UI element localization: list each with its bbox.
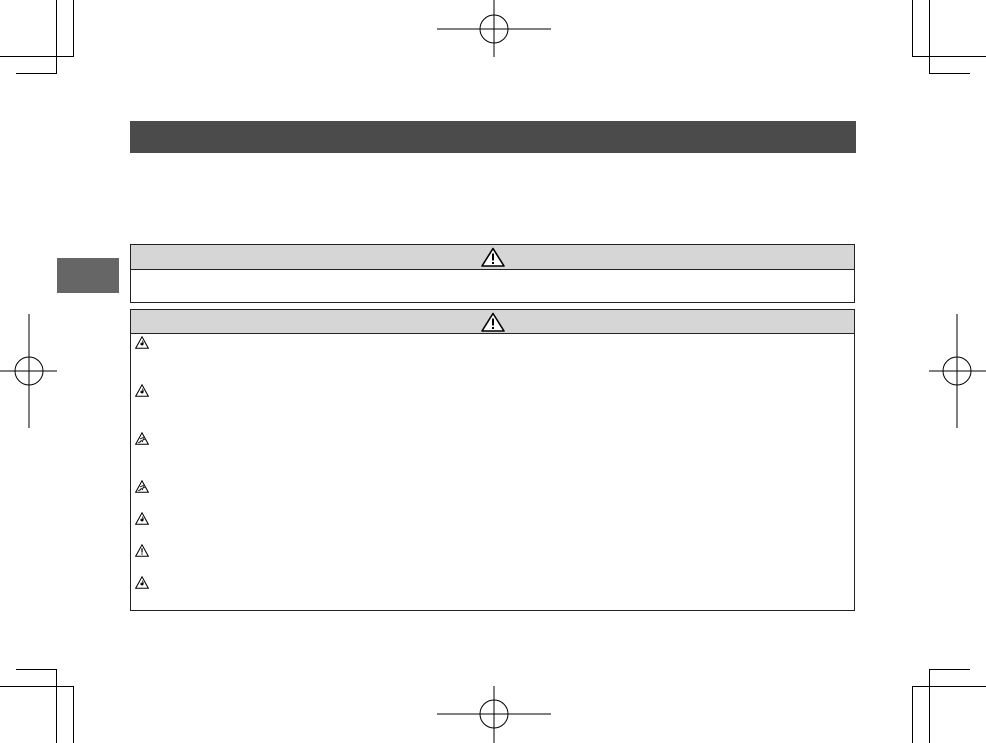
crop-mark-bottom-left-v xyxy=(56,670,57,743)
crop-mark-bottom-left-h2 xyxy=(16,669,57,670)
warning-box-1-text xyxy=(139,273,846,299)
intro-text xyxy=(130,165,856,235)
crop-mark-bottom-right-v xyxy=(929,670,930,743)
crop-mark-top-right-v xyxy=(929,0,930,73)
registration-target-bottom xyxy=(437,686,551,743)
crop-mark-top-right-h2 xyxy=(929,73,970,74)
list-item xyxy=(131,480,854,504)
crop-mark-top-left-v xyxy=(56,0,57,73)
warning-box-2 xyxy=(130,309,855,611)
registration-target-left xyxy=(0,314,57,428)
electric-shock-warning-icon xyxy=(135,480,149,493)
general-warning-icon xyxy=(135,544,149,557)
list-item xyxy=(131,336,854,376)
warning-triangle-icon xyxy=(481,312,505,332)
list-item xyxy=(131,432,854,472)
crop-mark-top-right-v2 xyxy=(912,0,913,57)
warning-triangle-icon xyxy=(481,247,505,267)
list-item xyxy=(131,544,854,568)
fire-warning-icon xyxy=(135,336,149,349)
fire-warning-icon xyxy=(135,576,149,589)
crop-mark-top-left-h xyxy=(0,56,73,57)
crop-mark-bottom-left-v2 xyxy=(73,686,74,743)
registration-target-top xyxy=(437,0,551,57)
crop-mark-bottom-right-v2 xyxy=(912,686,913,743)
list-item xyxy=(131,576,854,606)
crop-mark-bottom-right-h2 xyxy=(929,669,970,670)
crop-mark-top-right-h xyxy=(913,56,986,57)
fire-warning-icon xyxy=(135,512,149,525)
warning-box-1-header xyxy=(131,245,854,270)
list-item xyxy=(131,384,854,424)
fire-warning-icon xyxy=(135,384,149,397)
section-title-bar xyxy=(130,121,856,153)
crop-mark-top-left-v2 xyxy=(73,0,74,57)
warning-box-1 xyxy=(130,244,855,303)
list-item xyxy=(131,512,854,536)
chapter-side-tab xyxy=(57,258,119,293)
warning-box-2-header xyxy=(131,310,854,334)
crop-mark-top-left-h2 xyxy=(16,73,57,74)
registration-target-right xyxy=(929,314,986,428)
crop-mark-bottom-right-h xyxy=(913,686,986,687)
electric-shock-warning-icon xyxy=(135,432,149,445)
crop-mark-bottom-left-h xyxy=(0,686,73,687)
